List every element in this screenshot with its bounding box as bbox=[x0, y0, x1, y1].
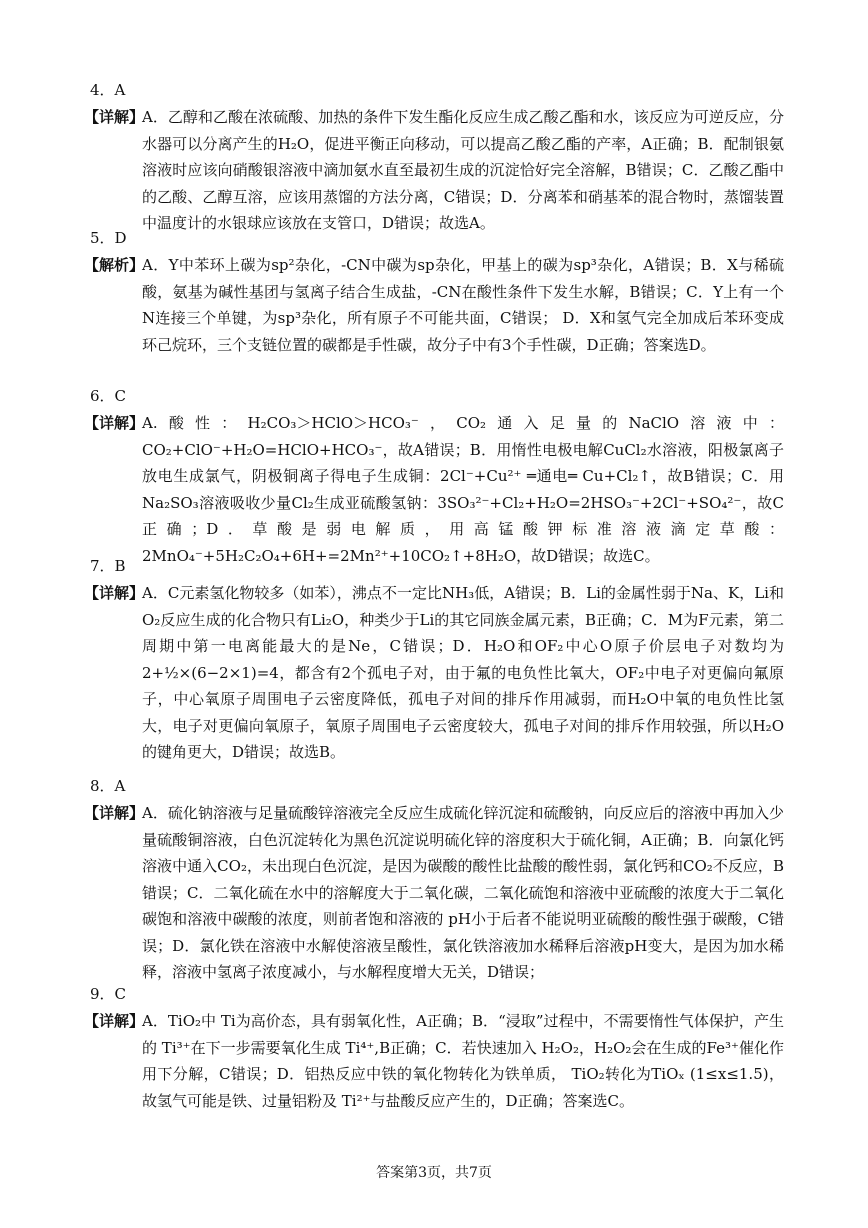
explanation bbox=[84, 104, 784, 237]
explanation-text: A．硫化钠溶液与足量硫酸锌溶液完全反应生成硫化锌沉淀和硫酸钠，向反应后的溶液中再加入少量硫酸铜溶液，白色沉淀转化为黑色沉淀说明硫化锌的溶度积大于硫化铜，A正确；B．向氯化钙溶液中通入CO₂，未出现白色沉淀，是因为碳酸的酸性比盐酸的酸性弱，氯化钙和CO₂不反应，B错误；C．二氧化硫在水中的溶解度大于二氧化碳，二氧化硫饱和溶液中亚硫酸的浓度大于二氧化碳饱和溶液中碳酸的浓度，则前者饱和溶液的 pH小于后者不能说明亚硫酸的酸性强于碳酸，C错误；D．氯化铁在溶液中水解使溶液呈酸性，氯化铁溶液加水稀释后溶液pH变大，是因为加水稀释，溶液中氢离子浓度减小，与水解程度增大无关，D错误； bbox=[142, 804, 784, 981]
explanation-tag: 【详解】 bbox=[84, 584, 145, 602]
explanation bbox=[84, 580, 784, 766]
explanation bbox=[84, 252, 784, 358]
explanation-tag: 【详解】 bbox=[84, 414, 145, 432]
explanation bbox=[84, 1008, 784, 1114]
question-number: 7．B bbox=[90, 557, 126, 575]
question-7 bbox=[84, 556, 784, 766]
question-number: 5．D bbox=[90, 229, 127, 247]
question-6 bbox=[84, 386, 784, 569]
question-8 bbox=[84, 776, 784, 986]
explanation-text: A．TiO₂中 Ti为高价态，具有弱氧化性，A正确；B．“浸取”过程中，不需要惰性气体保护，产生的 Ti³⁺在下一步需要氧化生成 Ti⁴⁺,B正确；C．若快速加入 H₂O₂，H₂O₂会在生成的Fe³⁺催化作用下分解，C错误；D．铝热反应中铁的氧化物转化为铁单质， TiO₂转化为TiOₓ (1≤x≤1.5)，故氢气可能是铁、过量铝粉及 Ti²⁺与盐酸反应产生的，D正确；答案选C。 bbox=[142, 1012, 784, 1110]
explanation bbox=[84, 800, 784, 986]
page-footer: 答案第3页，共7页 bbox=[376, 1165, 492, 1181]
explanation-text: A．Y中苯环上碳为sp²杂化，-CN中碳为sp杂化，甲基上的碳为sp³杂化，A错误；B．X与稀硫酸，氨基为碱性基团与氢离子结合生成盐，-CN在酸性条件下发生水解，B错误；C．Y上有一个N连接三个单键，为sp³杂化，所有原子不可能共面，C错误； D．X和氢气完全加成后苯环变成环己烷环，三个支链位置的碳都是手性碳，故分子中有3个手性碳，D正确；答案选D。 bbox=[142, 256, 784, 354]
question-number: 9．C bbox=[90, 985, 127, 1003]
explanation-tag: 【详解】 bbox=[84, 804, 145, 822]
explanation bbox=[84, 410, 784, 569]
explanation-text: A.酸性：H₂CO₃＞HClO＞HCO₃⁻，CO₂通入足量的NaClO溶液中：CO₂+ClO⁻+H₂O=HClO+HCO₃⁻，故A错误；B．用惰性电极电解CuCl₂水溶液，阳极氯离子放电生成氯气，阴极铜离子得电子生成铜：2Cl⁻+Cu²⁺ ═通电═ Cu+Cl₂↑，故B错误；C．用Na₂SO₃溶液吸收少量Cl₂生成亚硫酸氢钠：3SO₃²⁻+Cl₂+H₂O=2HSO₃⁻+2Cl⁻+SO₄²⁻，故C正确；D．草酸是弱电解质，用高锰酸钾标准溶液滴定草酸：2MnO₄⁻+5H₂C₂O₄+6H+=2Mn²⁺+10CO₂↑+8H₂O，故D错误；故选C。 bbox=[142, 414, 784, 565]
explanation-text: A．乙醇和乙酸在浓硫酸、加热的条件下发生酯化反应生成乙酸乙酯和水，该反应为可逆反应，分水器可以分离产生的H₂O，促进平衡正向移动，可以提高乙酸乙酯的产率，A正确；B．配制银氨溶液时应该向硝酸银溶液中滴加氨水直至最初生成的沉淀恰好完全溶解，B错误；C．乙酸乙酯中的乙酸、乙醇互溶，应该用蒸馏的方法分离，C错误；D．分离苯和硝基苯的混合物时，蒸馏装置中温度计的水银球应该放在支管口，D错误；故选A。 bbox=[142, 108, 784, 232]
explanation-text: A．C元素氢化物较多（如苯），沸点不一定比NH₃低，A错误；B．Li的金属性弱于Na、K，Li和O₂反应生成的化合物只有Li₂O，种类少于Li的其它同族金属元素，B正确；C．M为F元素，第二周期中第一电离能最大的是Ne，C错误；D．H₂O和OF₂中心O原子价层电子对数均为2+½×(6−2×1)=4，都含有2个孤电子对，由于氟的电负性比氧大，OF₂中电子对更偏向氟原子，中心氧原子周围电子云密度降低，孤电子对间的排斥作用减弱，而H₂O中氧的电负性比氢大，电子对更偏向氧原子，氧原子周围电子云密度较大，孤电子对间的排斥作用较强，所以H₂O的键角更大，D错误；故选B。 bbox=[142, 584, 784, 761]
explanation-tag: 【详解】 bbox=[84, 108, 145, 126]
question-4 bbox=[84, 80, 784, 237]
question-9 bbox=[84, 984, 784, 1114]
explanation-tag: 【详解】 bbox=[84, 1012, 145, 1030]
explanation-tag: 【解析】 bbox=[84, 256, 145, 274]
question-5 bbox=[84, 228, 784, 358]
question-number: 8．A bbox=[90, 777, 126, 795]
question-number: 6．C bbox=[90, 387, 127, 405]
question-number: 4．A bbox=[90, 81, 126, 99]
